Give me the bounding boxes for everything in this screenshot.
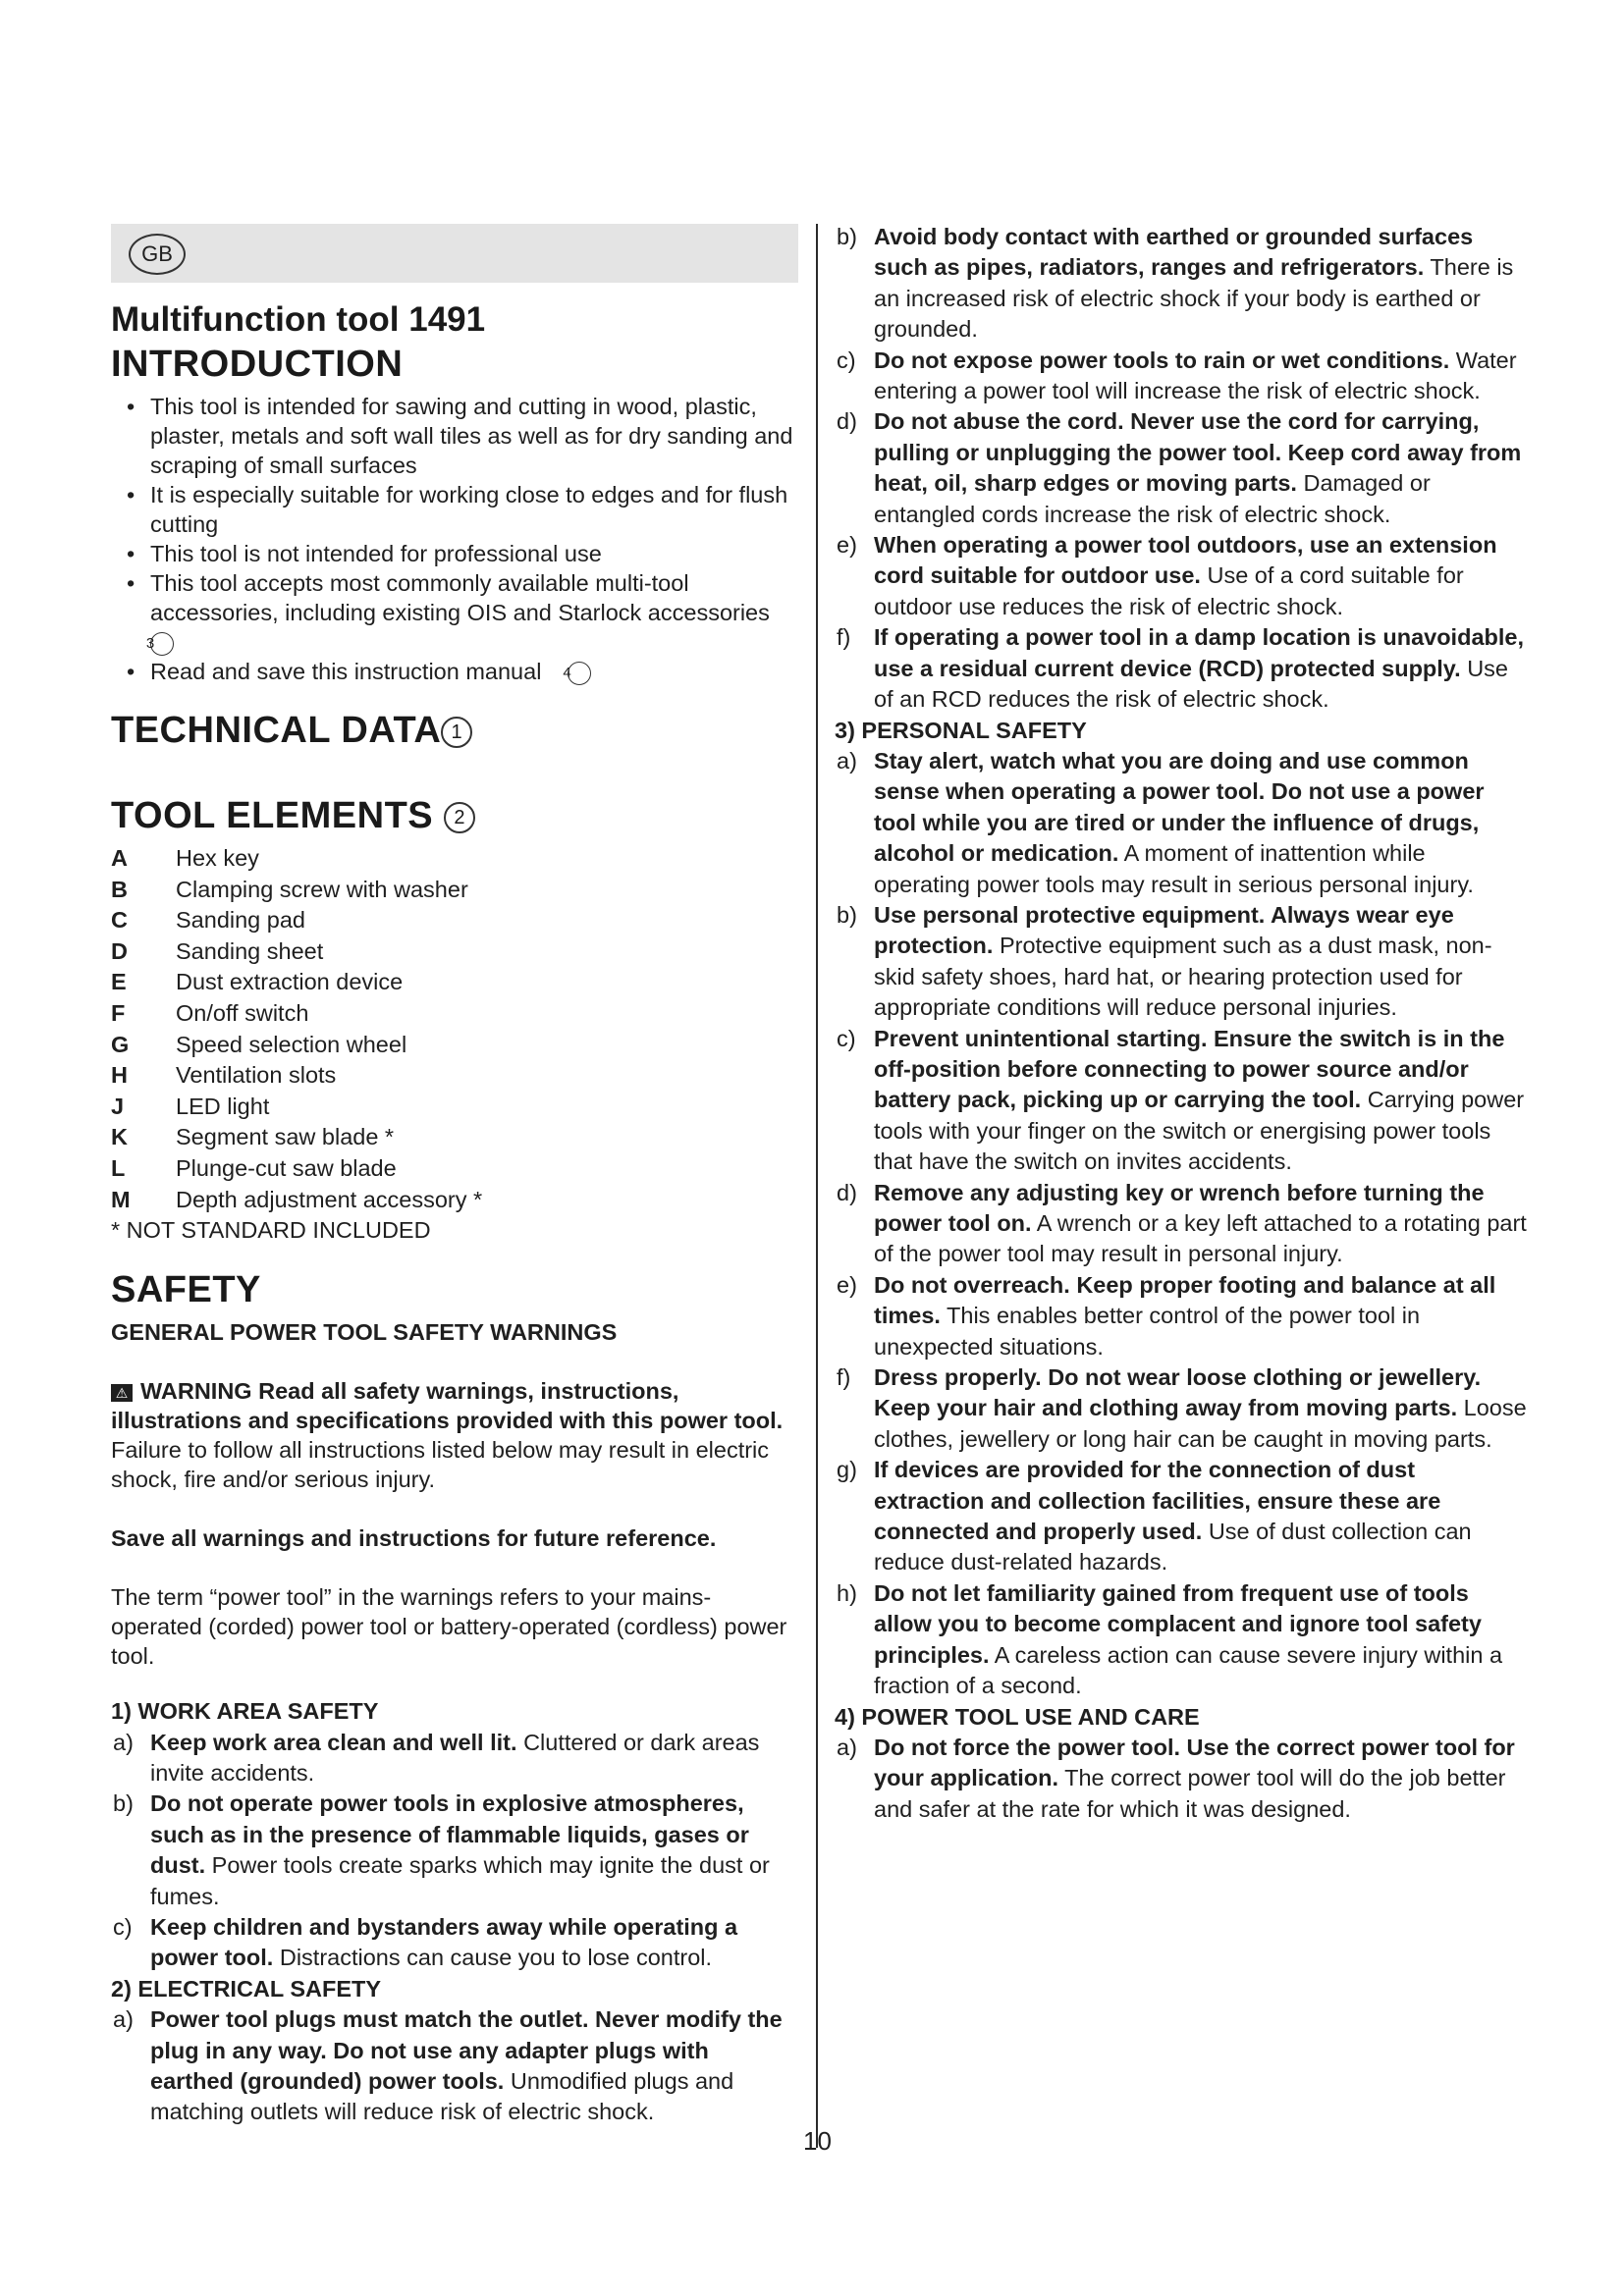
- safety-item: g) If devices are provided for the connection of dust extraction and collection facilities, ensure these are connected and properly used. Use of dust collection can reduce dust-related hazards.: [837, 1457, 1472, 1575]
- safety-item: a) Stay alert, watch what you are doing and use common sense when operating a power tool. Do not use a power tool while you are tired or under the influence of drugs, alcohol or medication. A moment of inattention while operating power tools may result in serious personal injury.: [837, 747, 1485, 897]
- power-tool-term-note: The term “power tool” in the warnings refers to your mains-operated (corded) power tool or battery-operated (cordless) power tool.: [111, 1584, 787, 1670]
- figure-ref-3: 3: [150, 632, 174, 656]
- introduction-list: [111, 392, 798, 686]
- safety-item: b) Do not operate power tools in explosive atmospheres, such as in the presence of flammable liquids, gases or dust. Power tools create sparks which may ignite the dust or fumes.: [113, 1790, 770, 1909]
- safety-item: a) Do not force the power tool. Use the correct power tool for your application. The correct power tool will do the job better and safer at the rate for which it was designed.: [837, 1734, 1515, 1822]
- left-column: [111, 224, 798, 2128]
- tool-elements-list: [111, 843, 798, 1246]
- tool-elements-heading: TOOL ELEMENTS 2: [111, 795, 798, 837]
- figure-ref-4: 4: [568, 662, 591, 685]
- introduction-heading: INTRODUCTION: [111, 344, 404, 385]
- warning-paragraph: ⚠ WARNING Read all safety warnings, instructions, illustrations and specifications provided with this power tool. Failure to follow all instructions listed below may result in electric shock, fire and/or serious injury.: [111, 1378, 784, 1493]
- safety-item: a) Keep work area clean and well lit. Cluttered or dark areas invite accidents.: [113, 1729, 760, 1786]
- tool-element-row: L Plunge-cut saw blade: [111, 1154, 397, 1181]
- work-area-safety-heading: 1) WORK AREA SAFETY: [111, 1698, 379, 1725]
- tool-elements-footnote: * NOT STANDARD INCLUDED: [111, 1217, 431, 1244]
- tool-element-row: A Hex key: [111, 845, 259, 871]
- personal-safety-heading: 3) PERSONAL SAFETY: [835, 717, 1087, 743]
- safety-item: e) Do not overreach. Keep proper footing and balance at all times. This enables better control of the power tool in unexpected situations.: [837, 1271, 1496, 1360]
- safety-item: f) Dress properly. Do not wear loose clothing or jewellery. Keep your hair and clothing away from moving parts. Loose clothes, jewellery or long hair can be caught in moving parts.: [837, 1364, 1527, 1452]
- tool-element-row: J LED light: [111, 1093, 270, 1119]
- tool-use-heading: 4) POWER TOOL USE AND CARE: [835, 1703, 1200, 1730]
- safety-item: e) When operating a power tool outdoors, use an extension cord suitable for outdoor use. Use of a cord suitable for outdoor use reduces the risk of electric shock.: [837, 532, 1497, 619]
- tool-element-row: M Depth adjustment accessory *: [111, 1186, 483, 1212]
- intro-bullet: • This tool accepts most commonly available multi-tool accessories, including existing OIS and Starlock accessories 3: [111, 568, 798, 657]
- intro-bullet: • Read and save this instruction manual 4: [111, 657, 798, 686]
- intro-bullet: • It is especially suitable for working close to edges and for flush cutting: [111, 480, 798, 539]
- safety-item: d) Do not abuse the cord. Never use the cord for carrying, pulling or unplugging the power tool. Keep cord away from heat, oil, sharp edges or moving parts. Damaged or entangled cords increase the risk of electric shock.: [837, 408, 1522, 527]
- safety-item: h) Do not let familiarity gained from frequent use of tools allow you to become complacent and ignore tool safety principles. A careless action can cause severe injury within a fraction of a second.: [837, 1579, 1503, 1699]
- language-bar: [111, 224, 798, 283]
- tool-element-row: G Speed selection wheel: [111, 1031, 407, 1057]
- electrical-safety-heading: 2) ELECTRICAL SAFETY: [111, 1975, 382, 2002]
- right-column: [835, 222, 1528, 1825]
- intro-bullet: • This tool is intended for sawing and cutting in wood, plastic, plaster, metals and soft wall tiles as well as for dry sanding and scraping of small surfaces: [111, 392, 798, 480]
- safety-item: c) Keep children and bystanders away while operating a power tool. Distractions can cause you to lose control.: [113, 1913, 738, 1971]
- column-divider: [816, 224, 818, 2148]
- safety-item: f) If operating a power tool in a damp location is unavoidable, use a residual current device (RCD) protected supply. Use of an RCD reduces the risk of electric shock.: [837, 624, 1524, 713]
- general-warnings-heading: GENERAL POWER TOOL SAFETY WARNINGS: [111, 1319, 618, 1346]
- page-number: 10: [803, 2126, 832, 2156]
- technical-data-heading: TECHNICAL DATA 1: [111, 710, 798, 752]
- safety-item: a) Power tool plugs must match the outlet. Never modify the plug in any way. Do not use any adapter plugs with earthed (grounded) power tools. Unmodified plugs and matching outlets will reduce risk of electric shock.: [113, 2006, 783, 2125]
- tool-element-row: C Sanding pad: [111, 907, 305, 934]
- safety-item: d) Remove any adjusting key or wrench before turning the power tool on. A wrench or a key left attached to a rotating part of the power tool may result in personal injury.: [837, 1179, 1527, 1267]
- safety-item: c) Prevent unintentional starting. Ensure the switch is in the off-position before connecting to power source and/or battery pack, picking up or carrying the tool. Carrying power tools with your finger on the switch or energising power tools that have the switch on invites accidents.: [837, 1025, 1525, 1175]
- save-warnings-note: Save all warnings and instructions for future reference.: [111, 1525, 717, 1552]
- tool-element-row: B Clamping screw with washer: [111, 876, 468, 902]
- document-title: Multifunction tool 1491: [111, 300, 486, 339]
- tool-element-row: E Dust extraction device: [111, 969, 404, 995]
- safety-item: b) Avoid body contact with earthed or grounded surfaces such as pipes, radiators, ranges and refrigerators. There is an increased risk of electric shock if your body is earthed or grounded.: [837, 224, 1514, 343]
- tool-element-row: H Ventilation slots: [111, 1062, 337, 1089]
- language-badge: GB: [129, 234, 186, 275]
- safety-item: c) Do not expose power tools to rain or wet conditions. Water entering a power tool will increase the risk of electric shock.: [837, 347, 1517, 404]
- tool-element-row: F On/off switch: [111, 999, 309, 1026]
- figure-ref-2: 2: [444, 802, 475, 833]
- warning-icon: ⚠: [111, 1384, 133, 1402]
- safety-item: b) Use personal protective equipment. Always wear eye protection. Protective equipment such as a dust mask, non-skid safety shoes, hard hat, or hearing protection used for appropriate conditions will reduce personal injuries.: [837, 901, 1492, 1021]
- tool-element-row: D Sanding sheet: [111, 937, 324, 964]
- safety-heading: SAFETY: [111, 1269, 261, 1311]
- intro-bullet: • This tool is not intended for professional use: [111, 539, 798, 568]
- tool-element-row: K Segment saw blade *: [111, 1124, 395, 1150]
- figure-ref-1: 1: [441, 717, 472, 748]
